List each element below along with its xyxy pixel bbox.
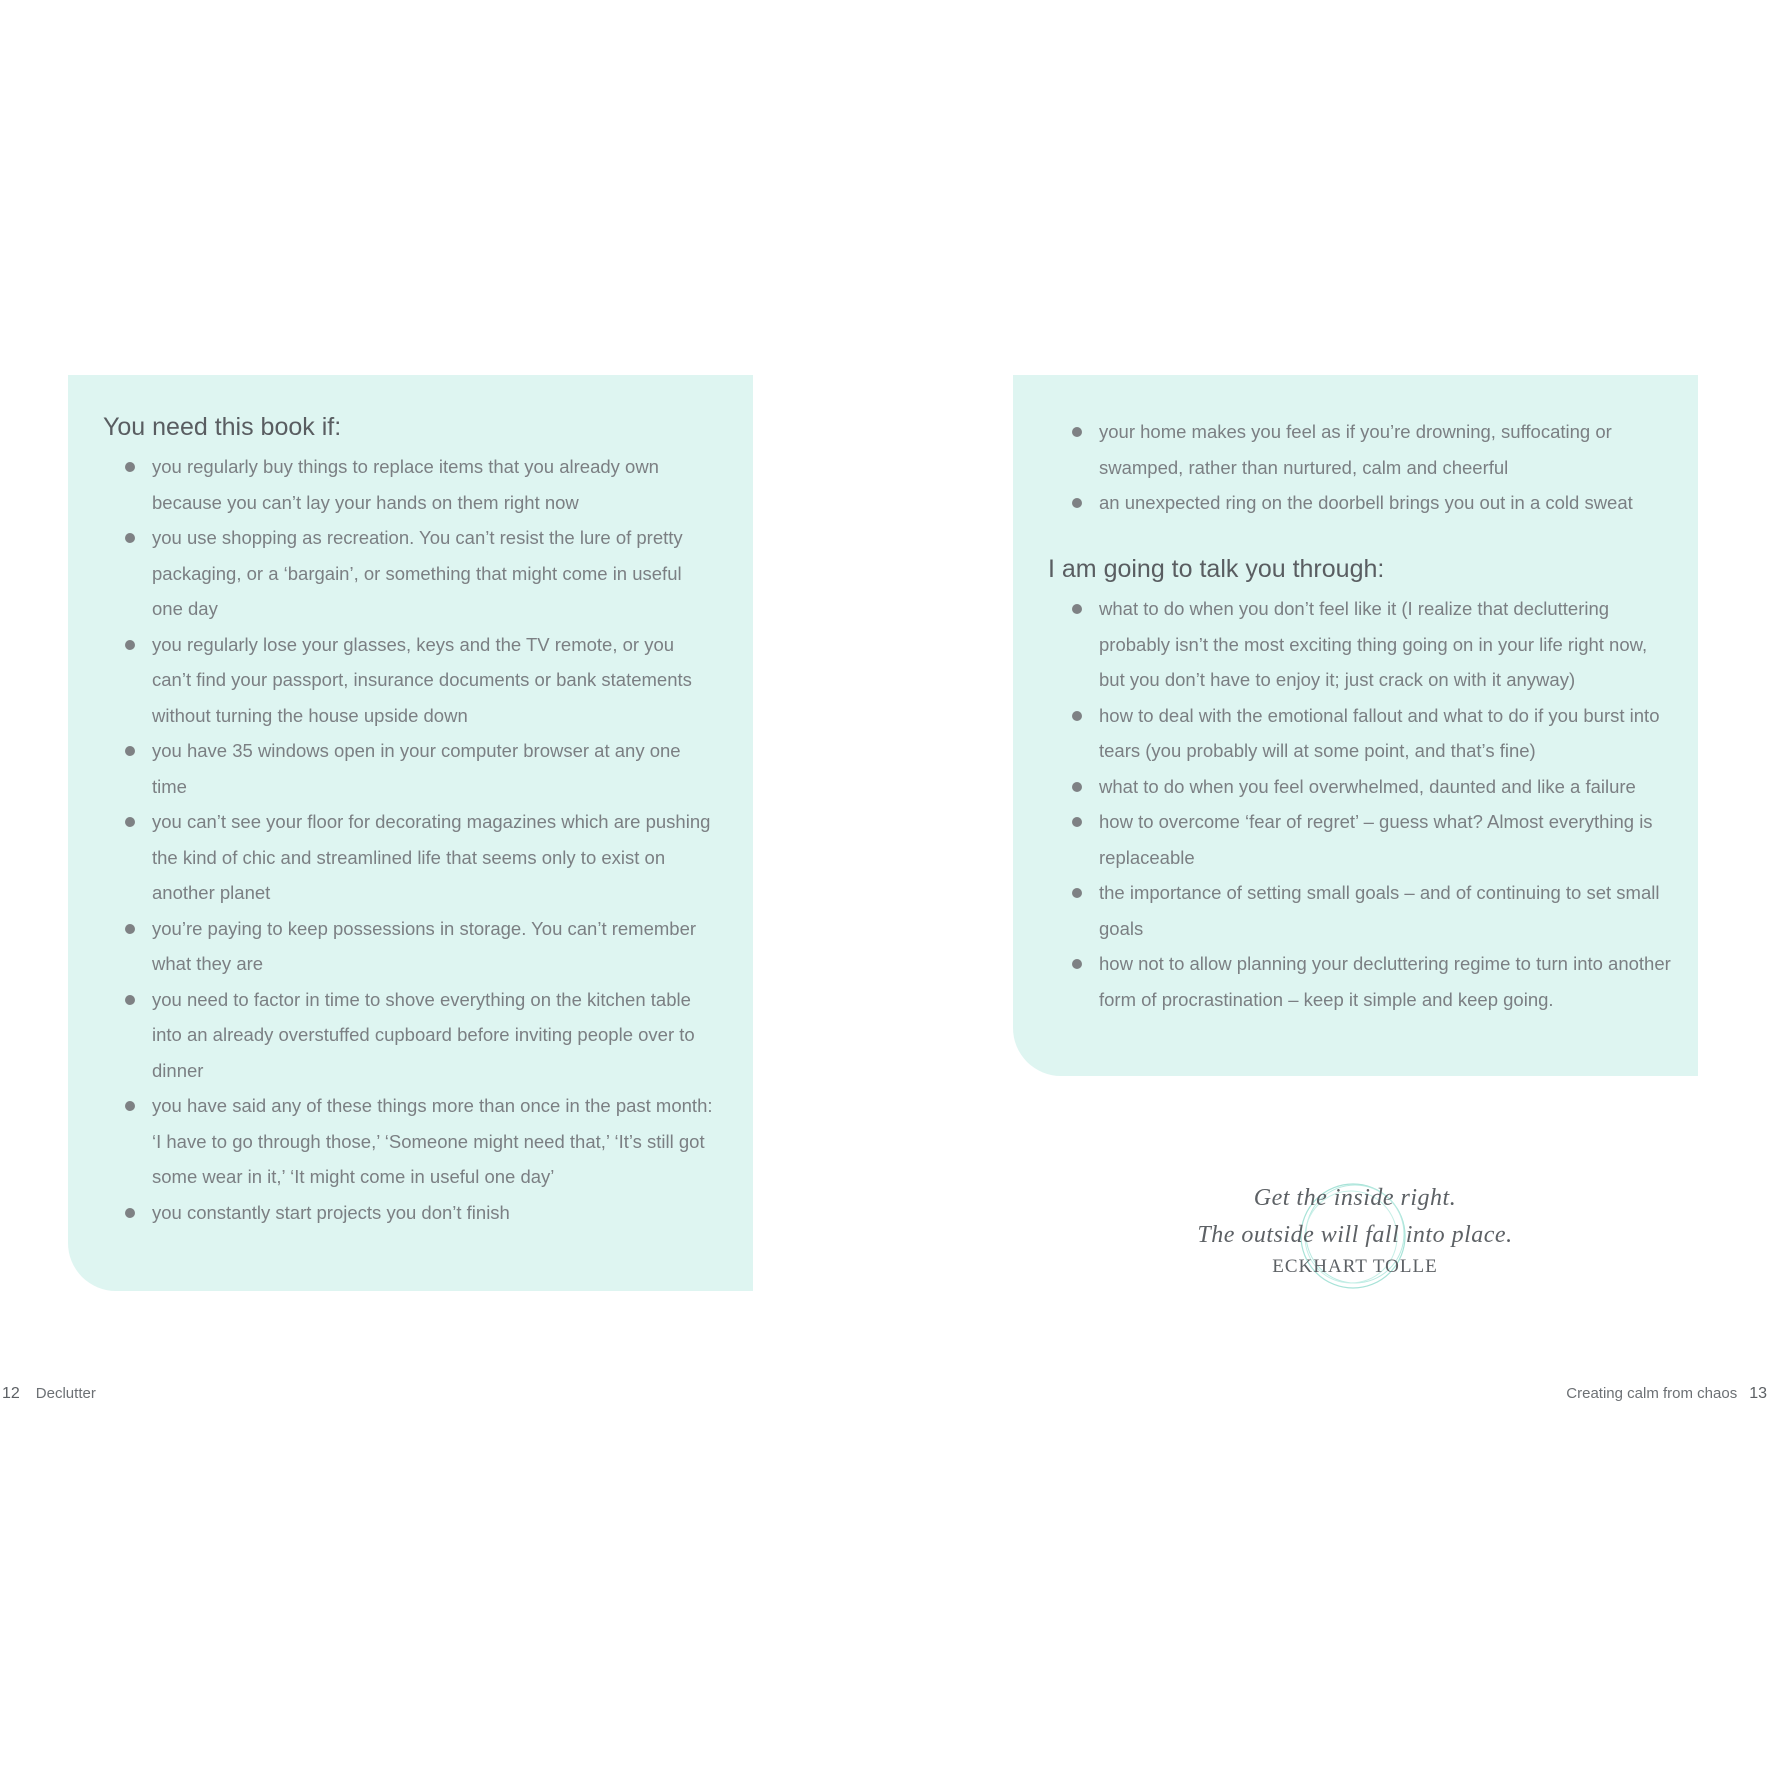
- list-item: [1072, 875, 1672, 946]
- list-item: [1072, 946, 1672, 1017]
- list-item-text: an unexpected ring on the doorbell brings you out in a cold sweat: [1099, 492, 1633, 513]
- list-item: [125, 1195, 715, 1231]
- left-page-panel: [68, 375, 753, 1291]
- left-page-heading: You need this book if:: [103, 413, 342, 441]
- list-item-text: your home makes you feel as if you’re drowning, suffocating or swamped, rather than nurtured, calm and cheerful: [1099, 421, 1612, 478]
- bullet-icon: [125, 462, 135, 472]
- right-page-footer: [1566, 1385, 1767, 1403]
- list-item-text: you constantly start projects you don’t finish: [152, 1201, 510, 1223]
- quote-line-2: The outside will fall into place.: [1197, 1222, 1513, 1248]
- list-item-text: you use shopping as recreation. You can’t resist the lure of pretty packaging, or a ‘bargain’, or something that might come in useful one day: [152, 527, 683, 619]
- list-item-text: the importance of setting small goals – and of continuing to set small goals: [1099, 882, 1660, 939]
- left-page-bullet-list: [125, 449, 715, 1230]
- list-item-text: you have said any of these things more than once in the past month: ‘I have to go through those,’ ‘Someone might need that,’ ‘It’s still got some wear in it,’ ‘It might come in useful one day’: [152, 1095, 713, 1187]
- bullet-icon: [125, 924, 135, 934]
- list-item: [125, 520, 715, 627]
- bullet-icon: [1072, 427, 1082, 437]
- list-item-text: you’re paying to keep possessions in storage. You can’t remember what they are: [152, 917, 697, 974]
- list-item: [125, 449, 715, 520]
- quote-line-1: Get the inside right.: [1253, 1185, 1457, 1211]
- list-item: [125, 911, 715, 982]
- list-item: [125, 627, 715, 734]
- list-item-text: you can’t see your floor for decorating magazines which are pushing the kind of chic and streamlined life that seems only to exist on another planet: [152, 811, 711, 903]
- running-title-right: Creating calm from chaos: [1566, 1385, 1738, 1402]
- bullet-icon: [125, 746, 135, 756]
- bullet-icon: [125, 640, 135, 650]
- page-number-right: 13: [1749, 1385, 1767, 1402]
- right-page-continued-list: [1072, 414, 1672, 521]
- quote-block: [1140, 1180, 1570, 1278]
- page-number-left: 12: [2, 1385, 20, 1402]
- quote-author: ECKHART TOLLE: [1272, 1256, 1438, 1277]
- list-item-text: how not to allow planning your decluttering regime to turn into another form of procrastination – keep it simple and keep going.: [1099, 953, 1671, 1010]
- list-item: [125, 1088, 715, 1195]
- list-item-text: what to do when you don’t feel like it (I realize that decluttering probably isn’t the most exciting thing going on in your life right now, but you don’t have to enjoy it; just crack on with it anyway): [1099, 598, 1648, 690]
- right-page-bullet-list: [1072, 591, 1672, 1017]
- bullet-icon: [1072, 711, 1082, 721]
- running-title-left: Declutter: [35, 1385, 96, 1402]
- list-item: [125, 804, 715, 911]
- list-item-text: what to do when you feel overwhelmed, daunted and like a failure: [1099, 775, 1636, 797]
- bullet-icon: [1072, 888, 1082, 898]
- list-item: [1072, 698, 1672, 769]
- bullet-icon: [1072, 498, 1082, 508]
- list-item: [1072, 485, 1672, 521]
- bullet-icon: [1072, 604, 1082, 614]
- list-item-text: how to deal with the emotional fallout and what to do if you burst into tears (you probably will at some point, and that’s fine): [1099, 704, 1660, 761]
- list-item-text: you have 35 windows open in your computer browser at any one time: [152, 740, 681, 797]
- list-item: [1072, 804, 1672, 875]
- bullet-icon: [125, 817, 135, 827]
- list-item: [125, 733, 715, 804]
- list-item-text: how to overcome ‘fear of regret’ – guess what? Almost everything is replaceable: [1099, 811, 1653, 868]
- bullet-icon: [125, 1208, 135, 1218]
- bullet-icon: [125, 533, 135, 543]
- list-item-text: you need to factor in time to shove everything on the kitchen table into an already overstuffed cupboard before inviting people over to dinner: [152, 988, 695, 1081]
- left-page-footer: [2, 1385, 96, 1403]
- list-item: [125, 982, 715, 1089]
- list-item-text: you regularly lose your glasses, keys and the TV remote, or you can’t find your passport, insurance documents or bank statements without turning the house upside down: [152, 633, 692, 726]
- right-page-heading: I am going to talk you through:: [1048, 555, 1385, 583]
- bullet-icon: [1072, 959, 1082, 969]
- right-page-panel: [1013, 375, 1698, 1076]
- bullet-icon: [1072, 782, 1082, 792]
- bullet-icon: [1072, 817, 1082, 827]
- list-item: [1072, 769, 1672, 805]
- list-item: [1072, 414, 1672, 485]
- bullet-icon: [125, 1101, 135, 1111]
- bullet-icon: [125, 995, 135, 1005]
- list-item: [1072, 591, 1672, 698]
- list-item-text: you regularly buy things to replace items that you already own because you can’t lay your hands on them right now: [152, 456, 659, 513]
